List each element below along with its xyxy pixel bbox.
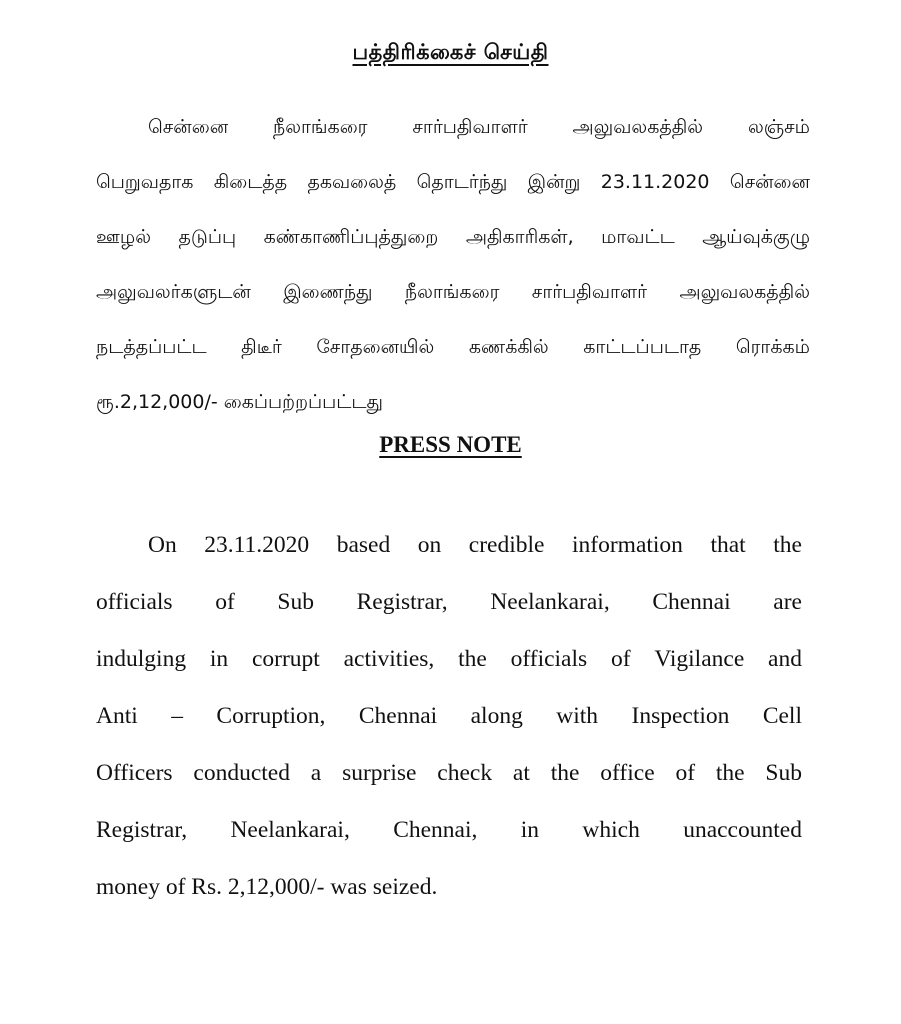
english-line (96, 585, 802, 642)
word: தொடர்ந்து (416, 171, 508, 193)
word: Officers (96, 760, 173, 786)
word: Chennai (652, 589, 731, 615)
word: நீலாங்கரை (273, 116, 368, 138)
word: which (582, 817, 640, 843)
word: in (209, 646, 229, 672)
word: of (675, 760, 696, 786)
word: சார்பதிவாளர் (412, 116, 528, 138)
english-line: money of Rs. 2,12,000/- was seized. (96, 874, 438, 900)
word: officials (96, 589, 173, 615)
word: on (417, 532, 442, 558)
word: அதிகாரிகள், (465, 226, 574, 248)
word: office (600, 760, 655, 786)
tamil-heading: பத்திரிக்கைச் செய்தி (352, 40, 549, 64)
word: Sub (765, 760, 802, 786)
word: corrupt (251, 646, 320, 672)
word: – (171, 703, 183, 729)
word: at (512, 760, 530, 786)
english-line (96, 528, 802, 585)
word: and (768, 646, 802, 672)
word: unaccounted (683, 817, 802, 843)
tamil-line (96, 277, 810, 332)
word: சோதனையில் (316, 336, 435, 358)
english-line (96, 699, 802, 756)
word: the (550, 760, 580, 786)
word: the (458, 646, 487, 672)
word: அலுவலகத்தில் (679, 281, 810, 303)
word: Sub (277, 589, 314, 615)
tamil-line (96, 112, 810, 167)
word: பெறுவதாக (96, 171, 194, 193)
word: Anti (96, 703, 138, 729)
word: that (710, 532, 746, 558)
word: தடுப்பு (178, 226, 237, 248)
tamil-line (96, 167, 810, 222)
word: On (148, 532, 177, 558)
word: Neelankarai, (230, 817, 350, 843)
word: காட்டப்படாத (583, 336, 702, 358)
tamil-paragraph (96, 112, 810, 442)
word: along (470, 703, 523, 729)
word: ரொக்கம் (735, 336, 810, 358)
word: the (773, 532, 802, 558)
word: தகவலைத் (307, 171, 397, 193)
word: 23.11.2020 (600, 171, 710, 193)
word: officials (510, 646, 588, 672)
english-line (96, 813, 802, 870)
tamil-line (96, 222, 810, 277)
word: லஞ்சம் (747, 116, 810, 138)
word: அலுவலர்களுடன் (96, 281, 251, 303)
word: கண்காணிப்புத்துறை (263, 226, 439, 248)
word: conducted (193, 760, 290, 786)
english-paragraph (96, 528, 802, 927)
word: நீலாங்கரை (404, 281, 500, 303)
word: are (773, 589, 802, 615)
english-line (96, 756, 802, 813)
word: ஆய்வுக்குழு (702, 226, 810, 248)
word: Inspection (631, 703, 730, 729)
word: based (336, 532, 391, 558)
word: Registrar, (96, 817, 188, 843)
word: இணைந்து (283, 281, 373, 303)
word: திடீர் (241, 336, 282, 358)
word: Registrar, (356, 589, 448, 615)
word: check (437, 760, 493, 786)
word: Vigilance (654, 646, 745, 672)
word: Neelankarai, (490, 589, 610, 615)
english-line (96, 642, 802, 699)
word: 23.11.2020 (204, 532, 310, 558)
word: indulging (96, 646, 187, 672)
word: surprise (342, 760, 417, 786)
word: with (556, 703, 599, 729)
word: credible (468, 532, 545, 558)
word: சென்னை (148, 116, 229, 138)
word: சார்பதிவாளர் (531, 281, 648, 303)
word: of (610, 646, 631, 672)
word: Corruption, (216, 703, 326, 729)
word: ஊழல் (96, 226, 151, 248)
tamil-line: ரூ.2,12,000/- கைப்பற்றப்பட்டது (96, 391, 384, 413)
word: in (520, 817, 540, 843)
word: of (215, 589, 235, 615)
word: information (571, 532, 683, 558)
word: Chennai, (393, 817, 478, 843)
word: the (715, 760, 745, 786)
word: அலுவலகத்தில் (572, 116, 704, 138)
word: நடத்தப்பட்ட (96, 336, 207, 358)
word: கணக்கில் (468, 336, 549, 358)
english-heading: PRESS NOTE (379, 432, 522, 457)
word: மாவட்ட (601, 226, 675, 248)
word: a (310, 760, 322, 786)
word: Chennai (358, 703, 438, 729)
word: கிடைத்த (213, 171, 288, 193)
word: Cell (762, 703, 802, 729)
word: activities, (343, 646, 435, 672)
tamil-line (96, 332, 810, 387)
word: சென்னை (729, 171, 810, 193)
word: இன்று (527, 171, 581, 193)
